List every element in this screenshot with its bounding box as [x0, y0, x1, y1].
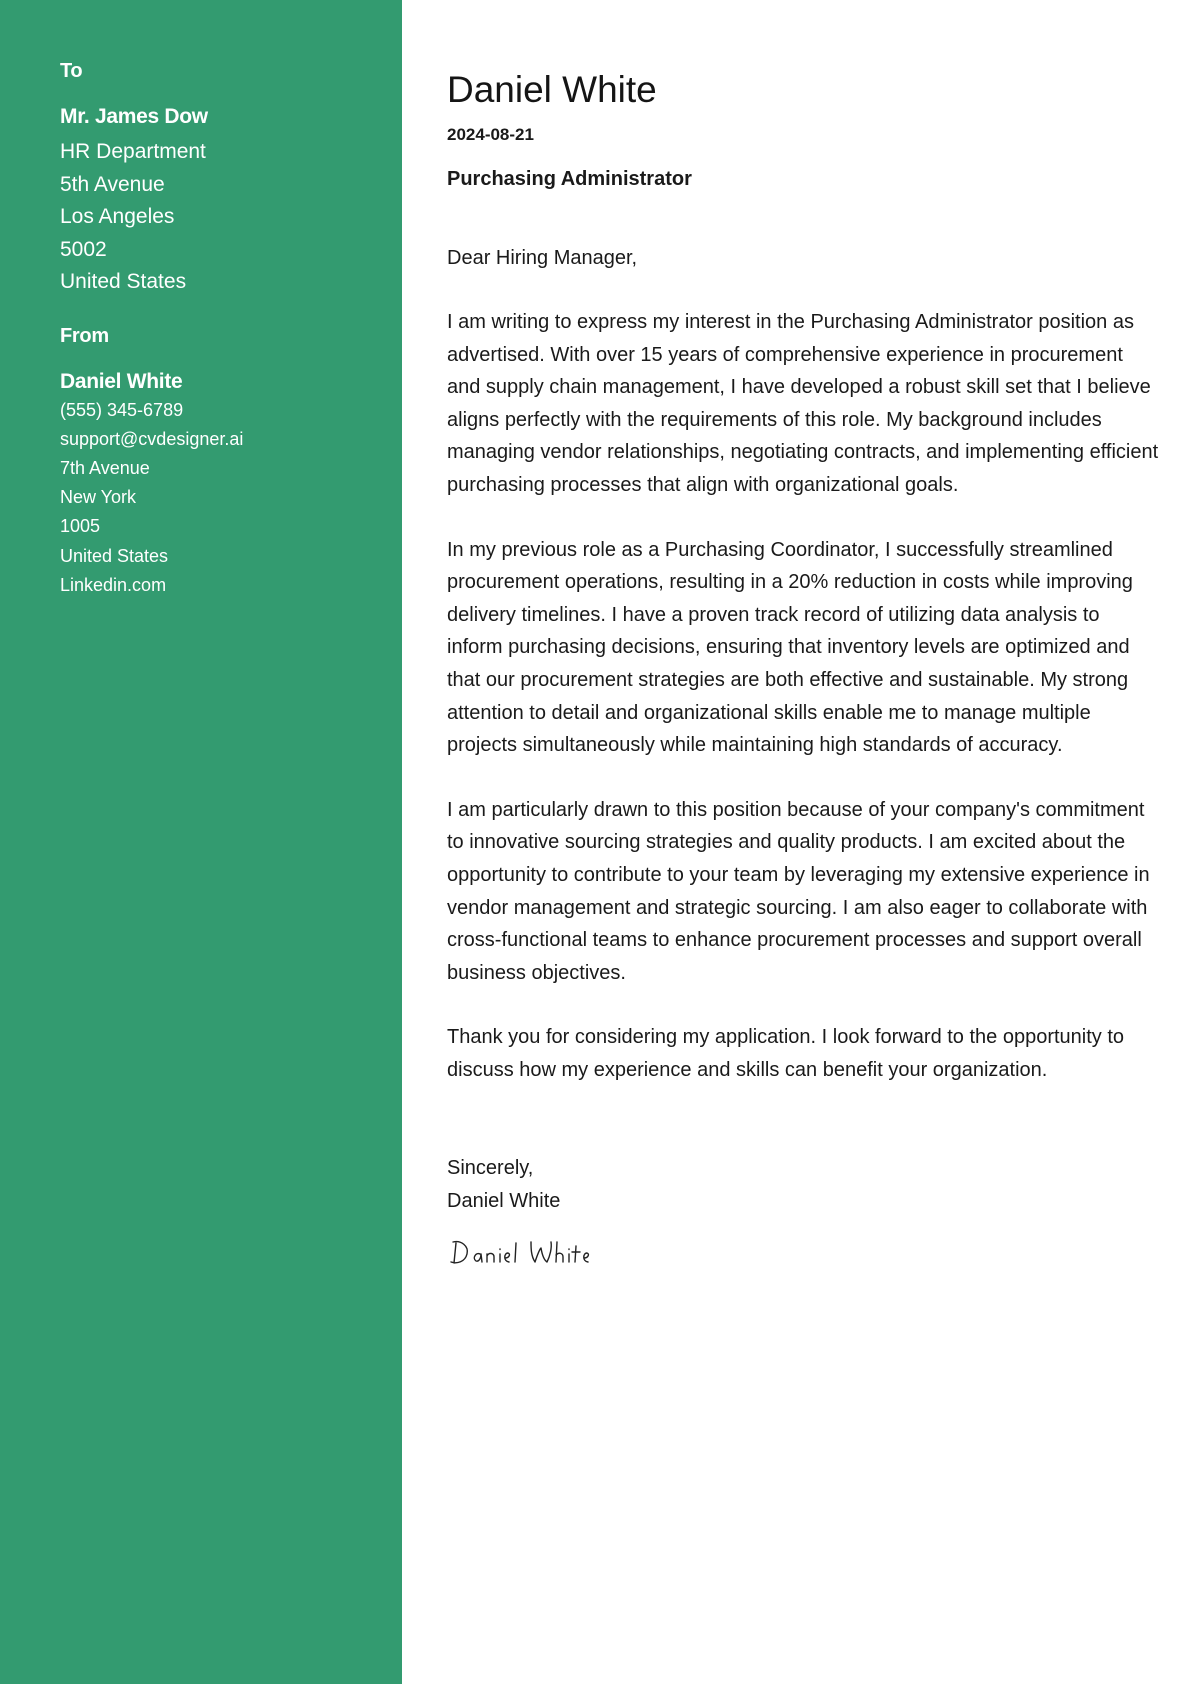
letter-body	[402, 0, 1200, 1684]
sender-city: New York	[60, 487, 137, 508]
recipient-department: HR Department	[60, 140, 206, 163]
sender-website: Linkedin.com	[60, 574, 167, 595]
salutation: Dear Hiring Manager,	[447, 247, 638, 269]
recipient-zip: 5002	[60, 237, 107, 261]
sender-country: United States	[60, 545, 169, 566]
recipient-city: Los Angeles	[60, 205, 175, 228]
sender-email: support@cvdesigner.ai	[60, 428, 244, 449]
from-heading: From	[60, 324, 109, 347]
sender-phone: (555) 345-6789	[60, 399, 184, 420]
job-title: Purchasing Administrator	[447, 168, 692, 190]
to-heading: To	[60, 60, 83, 82]
sender-name: Daniel White	[60, 369, 183, 393]
paragraph-1: I am writing to express my interest in the Purchasing Administrator position as advertised. With over 15 years of comprehensive experience in procurement and supply chain management, I have developed a robust skill set that I believe aligns perfectly with the requirements of this role. My background includes managing vendor relationships, negotiating contracts, and implementing efficient purchasing processes that align with organizational goals.	[447, 311, 1159, 496]
paragraph-4: Thank you for considering my application. I look forward to the opportunity to discuss how my experience and skills can benefit your organization.	[447, 1026, 1125, 1081]
closing: Sincerely,	[447, 1157, 534, 1180]
recipient-name: Mr. James Dow	[60, 105, 208, 128]
sender-zip: 1005	[60, 516, 101, 537]
signer-name: Daniel White	[447, 1190, 561, 1213]
letter-date: 2024-08-21	[447, 125, 534, 144]
recipient-country: United States	[60, 270, 187, 293]
sender-street: 7th Avenue	[60, 457, 150, 478]
recipient-street: 5th Avenue	[60, 172, 165, 196]
page-title: Daniel White	[447, 69, 657, 110]
sidebar	[0, 0, 402, 1684]
paragraph-3: I am particularly drawn to this position because of your company's commitment to innovative sourcing strategies and quality products. I am excited about the opportunity to contribute to your team by leveraging my extensive experience in vendor management and strategic sourcing. I am also eager to collaborate with cross-functional teams to enhance procurement processes and support overall business objectives.	[447, 798, 1150, 984]
paragraph-2: In my previous role as a Purchasing Coordinator, I successfully streamlined procurement operations, resulting in a 20% reduction in costs while improving delivery timelines. I have a proven track record of utilizing data analysis to inform purchasing decisions, ensuring that inventory levels are optimized and that our procurement strategies are both effective and sustainable. My strong attention to detail and organizational skills enable me to manage multiple projects simultaneously while maintaining high standards of accuracy.	[447, 538, 1133, 757]
signature	[447, 1232, 617, 1272]
